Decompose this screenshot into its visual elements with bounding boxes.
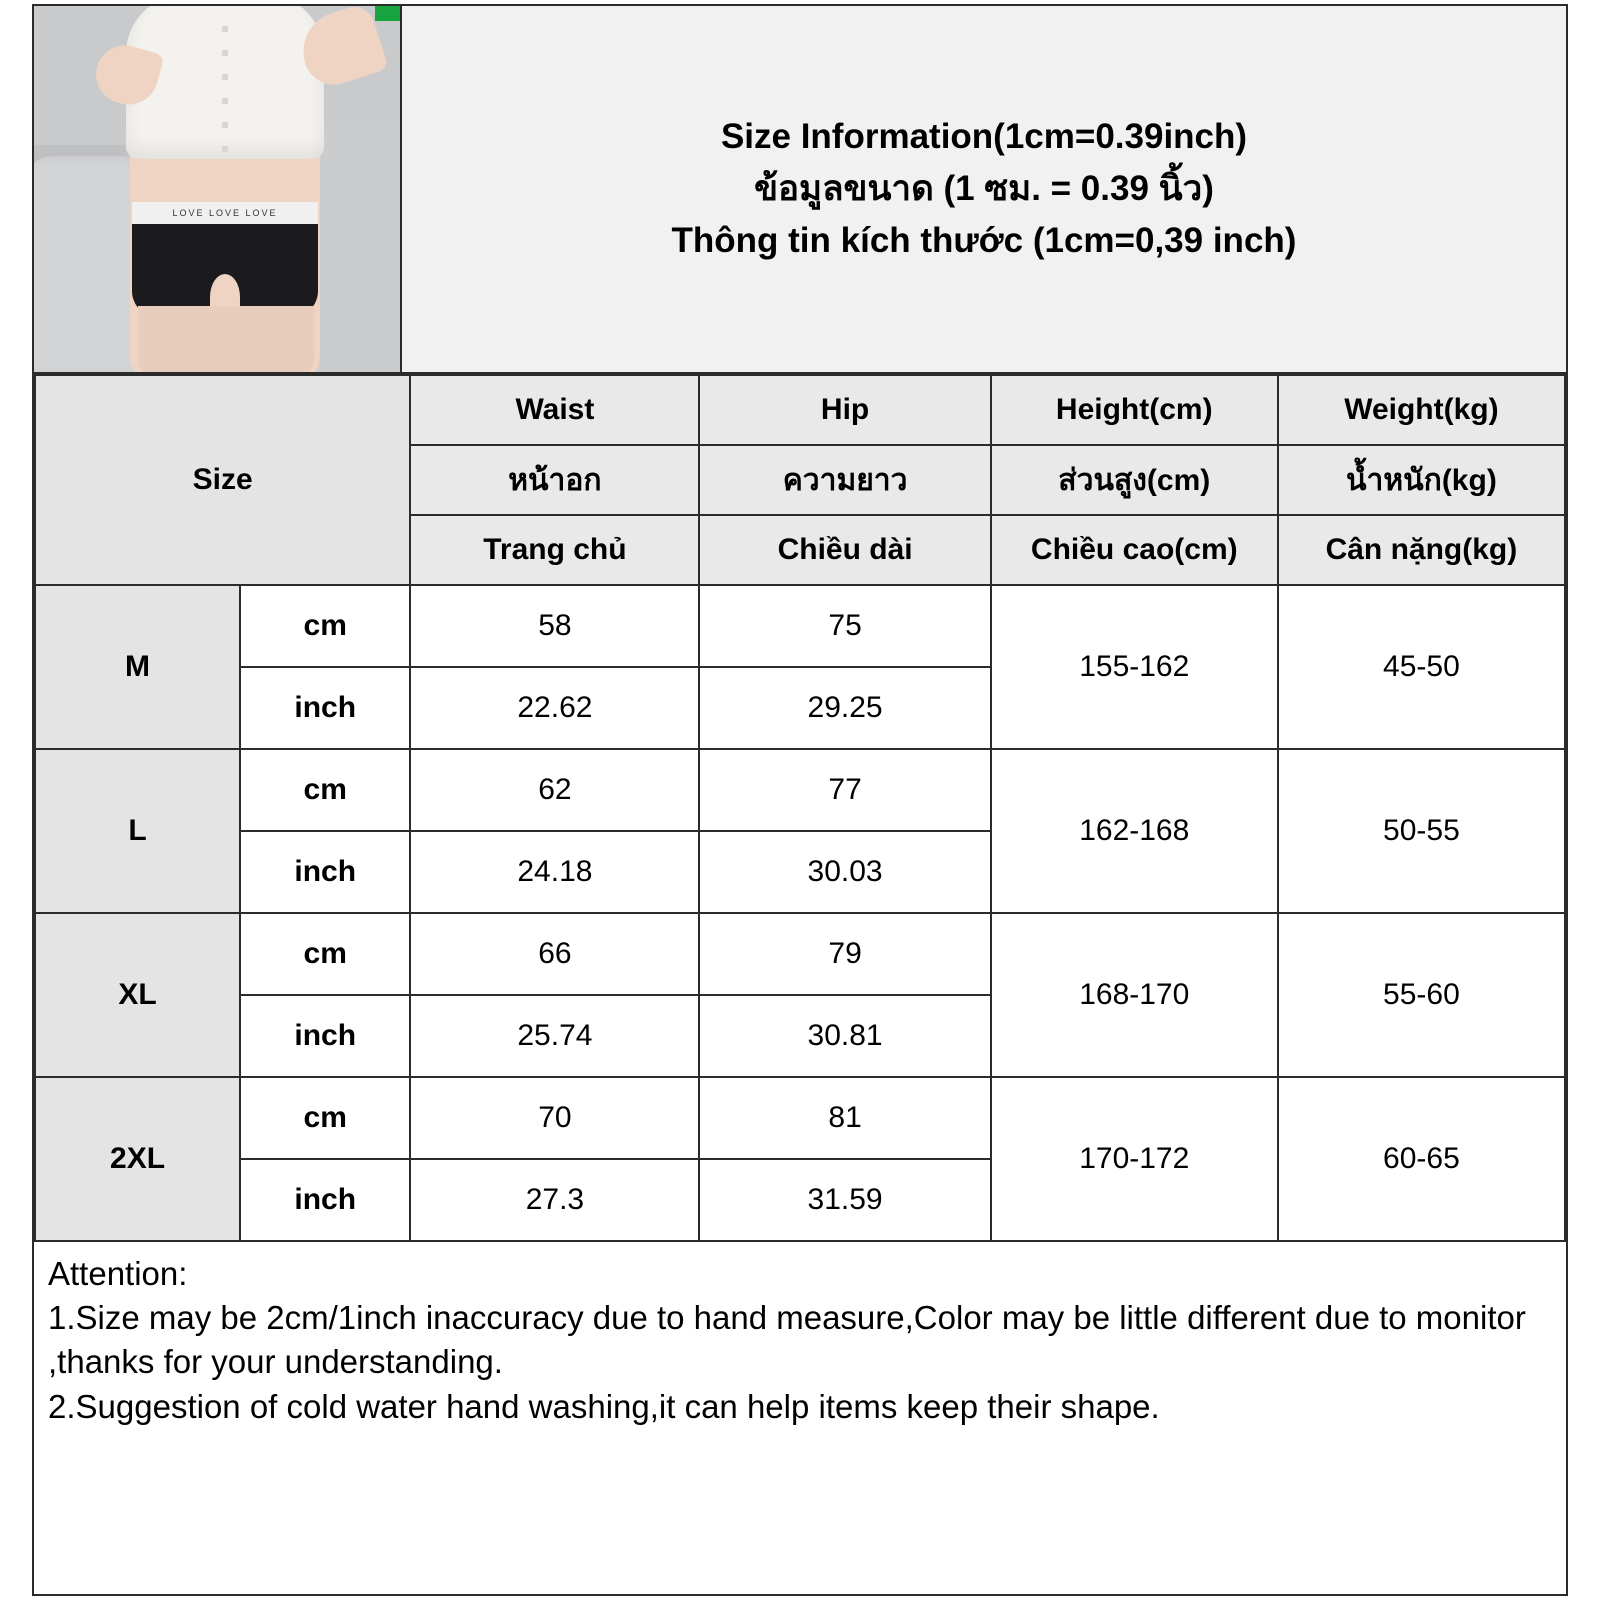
- xxl-hip-cm: 81: [699, 1077, 990, 1159]
- row-unit-inch: inch: [240, 667, 410, 749]
- xl-weight: 55-60: [1278, 913, 1565, 1077]
- attention-block: [34, 1242, 1566, 1429]
- xl-waist-inch: 25.74: [410, 995, 699, 1077]
- col-header-height-th: ส่วนสูง(cm): [991, 445, 1278, 515]
- table-header-row-en: [35, 375, 1565, 445]
- title-line-vi: Thông tin kích thước (1cm=0,39 inch): [671, 220, 1297, 260]
- xl-hip-inch: 30.81: [699, 995, 990, 1077]
- col-header-hip-en: Hip: [699, 375, 990, 445]
- table-row: [35, 913, 1565, 995]
- row-unit-cm: cm: [240, 1077, 410, 1159]
- col-header-waist-vi: Trang chủ: [410, 515, 699, 585]
- xxl-hip-inch: 31.59: [699, 1159, 990, 1241]
- row-unit-inch: inch: [240, 1159, 410, 1241]
- xl-height: 168-170: [991, 913, 1278, 1077]
- green-marker-icon: [375, 6, 401, 21]
- chart-frame: [32, 4, 1568, 1596]
- title-line-th: ข้อมูลขนาด (1 ซม. = 0.39 นิ้ว): [754, 169, 1214, 209]
- m-hip-cm: 75: [699, 585, 990, 667]
- m-hip-inch: 29.25: [699, 667, 990, 749]
- attention-heading: Attention:: [48, 1255, 188, 1292]
- col-header-weight-en: Weight(kg): [1278, 375, 1565, 445]
- m-height: 155-162: [991, 585, 1278, 749]
- row-unit-cm: cm: [240, 585, 410, 667]
- m-waist-cm: 58: [410, 585, 699, 667]
- photo-top-buttons: [222, 26, 228, 156]
- attention-line-2: 2.Suggestion of cold water hand washing,it can help items keep their shape.: [48, 1387, 1160, 1425]
- l-weight: 50-55: [1278, 749, 1565, 913]
- l-hip-cm: 77: [699, 749, 990, 831]
- table-row: [35, 1077, 1565, 1159]
- size-header-cell: Size: [35, 375, 410, 585]
- col-header-hip-th: ความยาว: [699, 445, 990, 515]
- col-header-waist-th: หน้าอก: [410, 445, 699, 515]
- header-band: [34, 6, 1566, 374]
- size-table: [34, 374, 1566, 1242]
- row-size-2xl: 2XL: [35, 1077, 240, 1241]
- l-height: 162-168: [991, 749, 1278, 913]
- title-line-en: Size Information(1cm=0.39inch): [720, 117, 1248, 157]
- xl-hip-cm: 79: [699, 913, 990, 995]
- photo-waistband-text: LOVE LOVE LOVE: [132, 202, 318, 224]
- col-header-weight-vi: Cân nặng(kg): [1278, 515, 1565, 585]
- m-waist-inch: 22.62: [410, 667, 699, 749]
- col-header-height-vi: Chiều cao(cm): [991, 515, 1278, 585]
- row-unit-cm: cm: [240, 749, 410, 831]
- col-header-hip-vi: Chiều dài: [699, 515, 990, 585]
- col-header-waist-en: Waist: [410, 375, 699, 445]
- table-row: [35, 585, 1565, 667]
- product-photo: [34, 6, 402, 372]
- attention-line-1: 1.Size may be 2cm/1inch inaccuracy due to hand measure,Color may be little different due to monitor ,thanks for your understanding.: [48, 1299, 1526, 1381]
- title-block: [402, 6, 1566, 372]
- row-size-m: M: [35, 585, 240, 749]
- row-size-xl: XL: [35, 913, 240, 1077]
- photo-model-legs: [138, 306, 314, 372]
- l-waist-cm: 62: [410, 749, 699, 831]
- row-unit-cm: cm: [240, 913, 410, 995]
- row-unit-inch: inch: [240, 995, 410, 1077]
- l-hip-inch: 30.03: [699, 831, 990, 913]
- col-header-height-en: Height(cm): [991, 375, 1278, 445]
- row-unit-inch: inch: [240, 831, 410, 913]
- table-row: [35, 749, 1565, 831]
- xxl-waist-inch: 27.3: [410, 1159, 699, 1241]
- row-size-l: L: [35, 749, 240, 913]
- col-header-weight-th: น้ำหนัก(kg): [1278, 445, 1565, 515]
- xxl-waist-cm: 70: [410, 1077, 699, 1159]
- xl-waist-cm: 66: [410, 913, 699, 995]
- l-waist-inch: 24.18: [410, 831, 699, 913]
- xxl-weight: 60-65: [1278, 1077, 1565, 1241]
- m-weight: 45-50: [1278, 585, 1565, 749]
- xxl-height: 170-172: [991, 1077, 1278, 1241]
